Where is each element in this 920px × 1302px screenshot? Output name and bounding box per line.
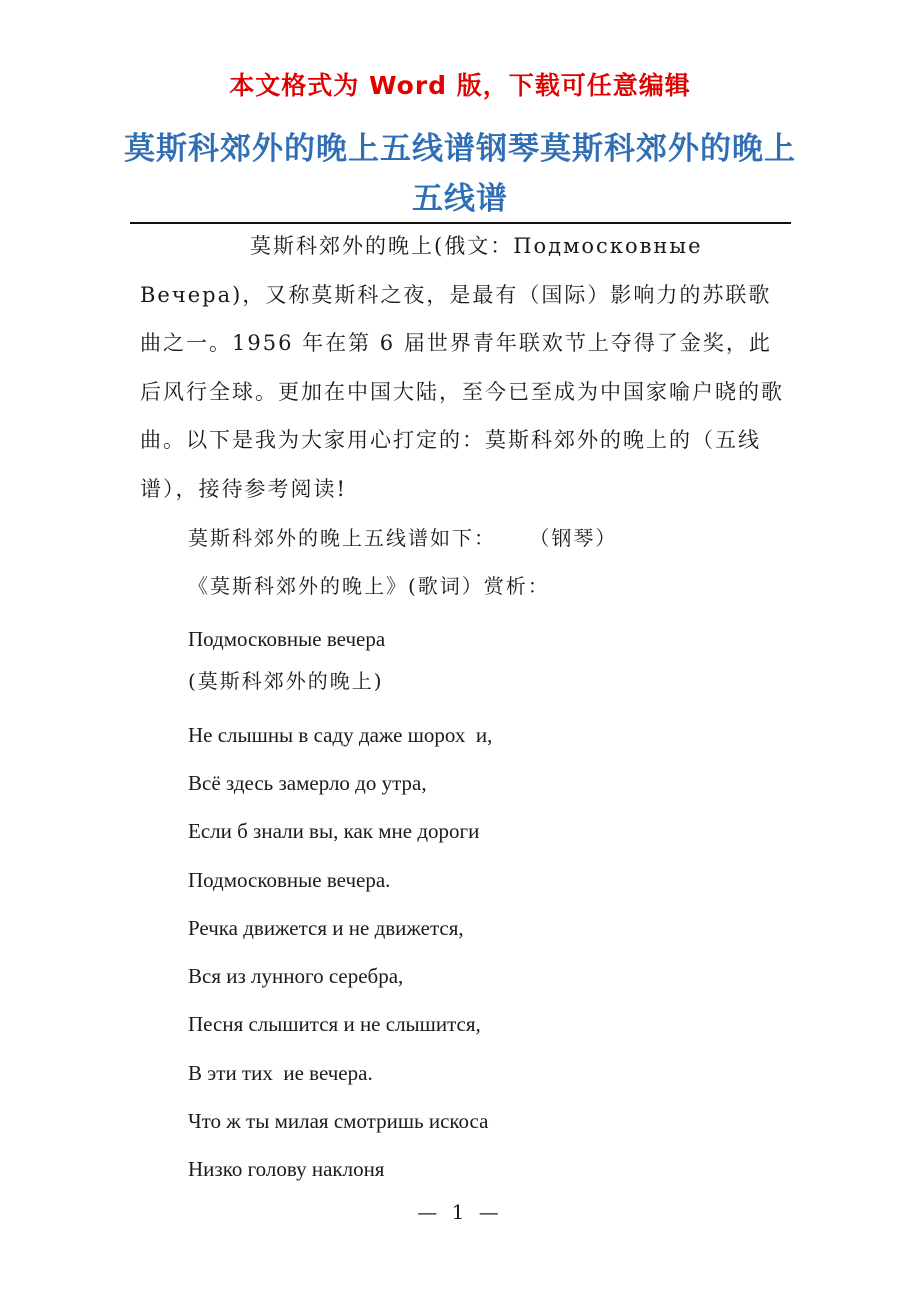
lyric-line: Подмосковные вечера. [188, 868, 391, 892]
lyric-line: Песня слышится и не слышится, [188, 1012, 481, 1036]
lyric-line: Всё здесь замерло до утра, [188, 771, 427, 795]
page-number: — 1 — [417, 1200, 503, 1224]
lyrics-heading: 《莫斯科郊外的晚上》(歌词）赏析： [188, 574, 550, 598]
song-title-chinese: (莫斯科郊外的晚上) [188, 669, 384, 693]
lyric-line: Если б знали вы, как мне дороги [188, 819, 480, 843]
page-title: 莫斯科郊外的晚上五线谱钢琴莫斯科郊外的晚上五线谱 [124, 131, 796, 217]
intro-paragraph: 莫斯科郊外的晚上(俄文：Подмосковные Вечера)，又称莫斯科之夜，是最有（国际）影响力的苏联歌曲之一。1956 年在第 6 届世界青年联欢节上夺得了金奖，此后风行全球。更加在中国大陆，至今已至成为中国家喻户晓的歌曲。以下是我为大家用心打定的：莫斯科郊外的晚上的（五线谱），接待参考阅读! [140, 234, 784, 501]
song-title-russian: Подмосковные вечера [188, 627, 386, 651]
lyric-line: В эти тих ие вечера. [188, 1061, 373, 1085]
lyric-line: Не слышны в саду даже шорох и, [188, 723, 493, 747]
lyric-line: Низко голову наклоня [188, 1157, 385, 1181]
lyric-line: Речка движется и не движется, [188, 916, 464, 940]
format-banner: 本文格式为 Word 版，下载可任意编辑 [229, 71, 691, 100]
lyric-line: Что ж ты милая смотришь искоса [188, 1109, 489, 1133]
score-line: 莫斯科郊外的晚上五线谱如下： （钢琴） [188, 526, 618, 550]
lyric-line: Вся из лунного серебра, [188, 964, 404, 988]
